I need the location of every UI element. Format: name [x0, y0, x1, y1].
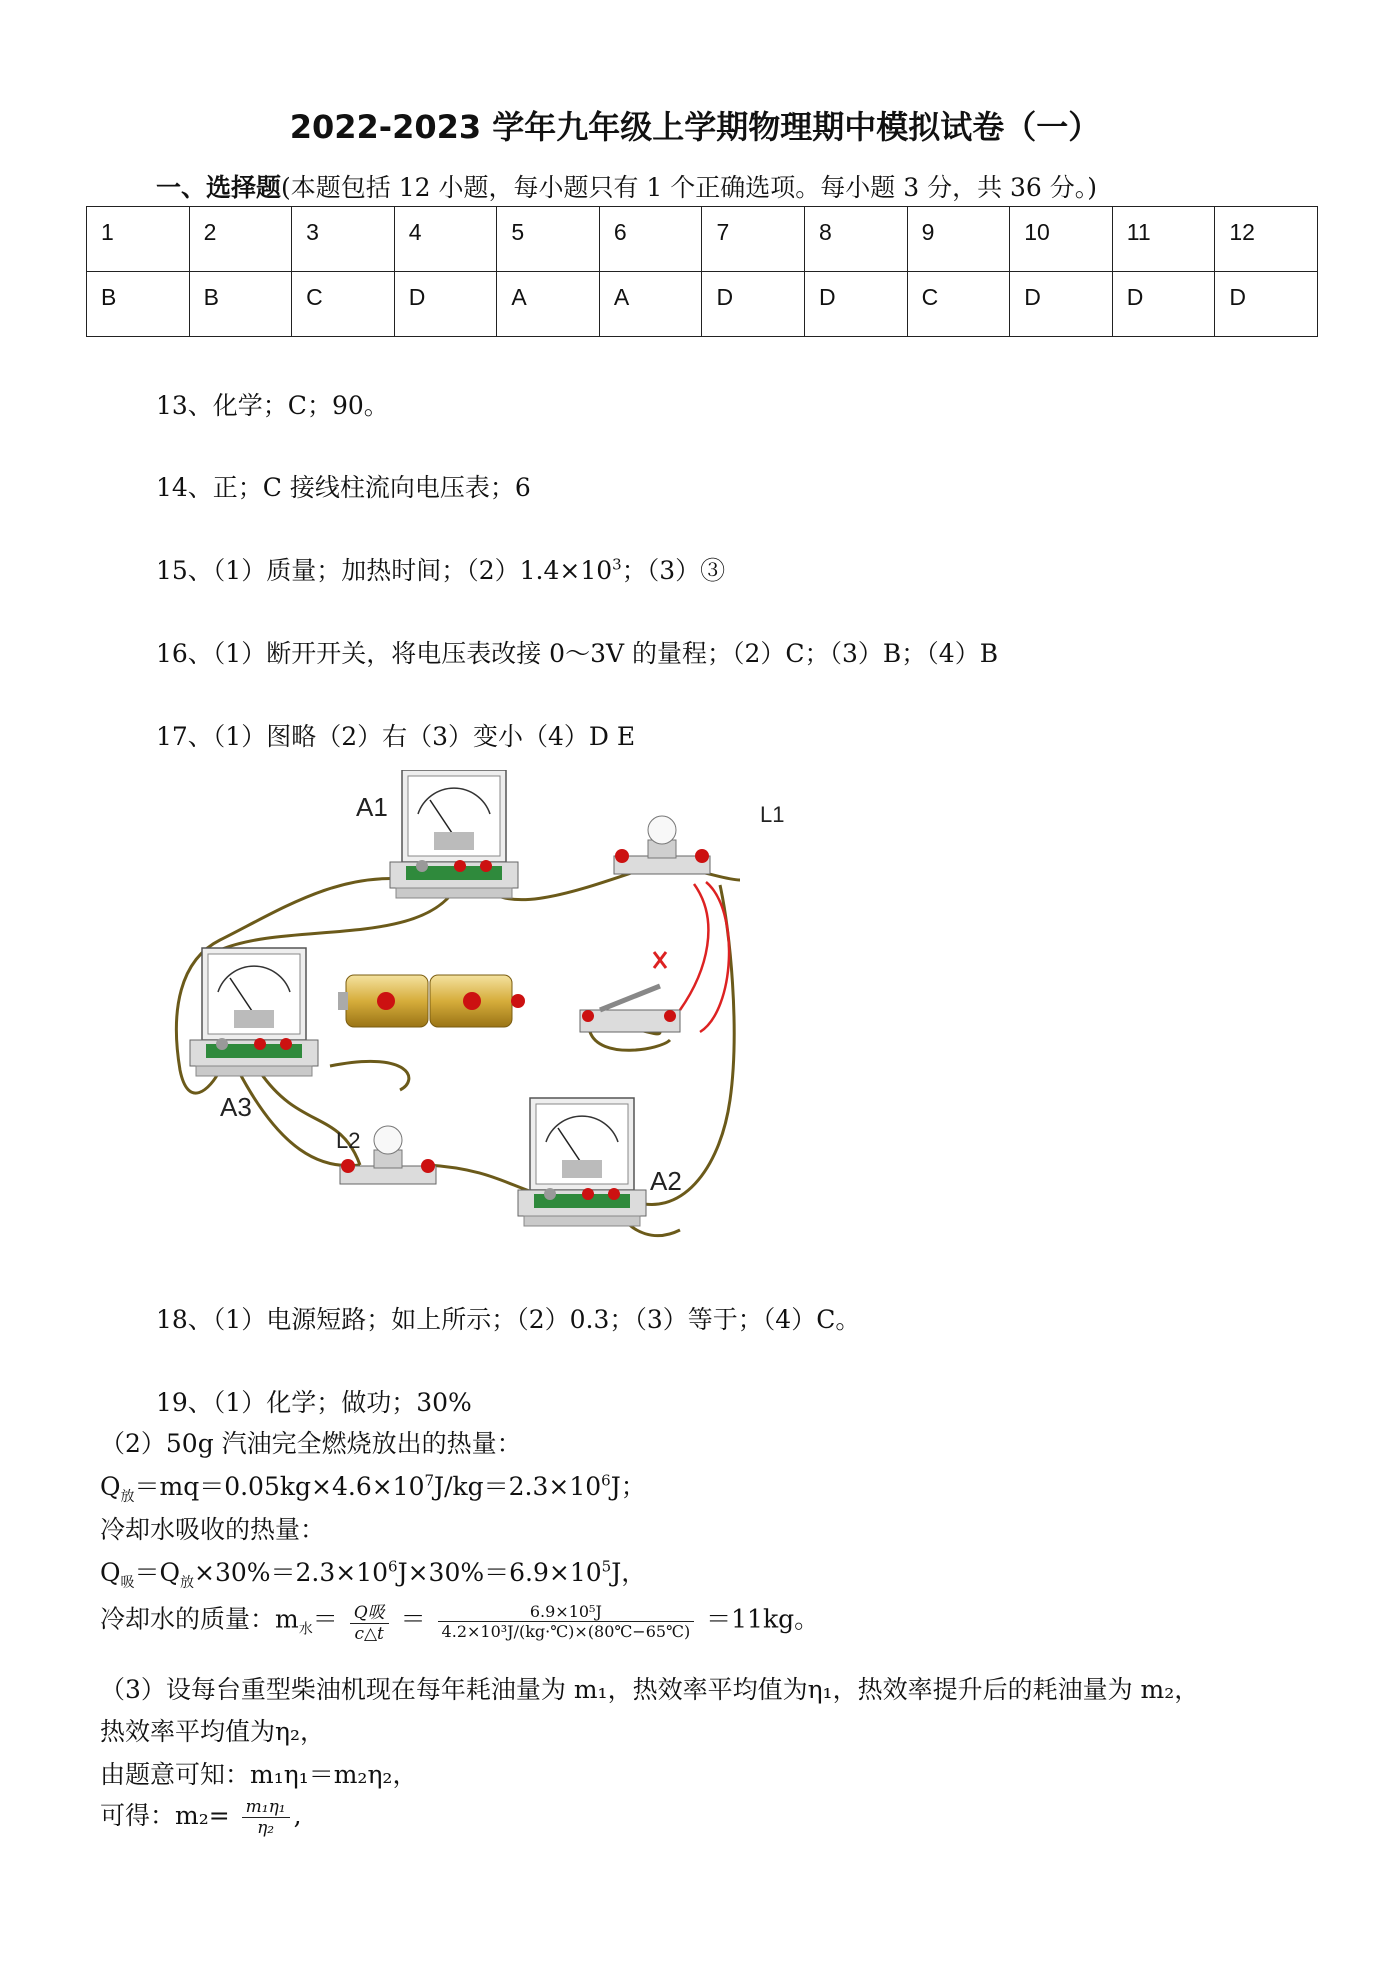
answer-cell: A: [497, 272, 600, 337]
answer-19-part2: （2）50g 汽油完全燃烧放出的热量：: [100, 1429, 522, 1458]
label-l2: L2: [336, 1128, 361, 1153]
answer-13: 13、化学；C；90。: [156, 391, 389, 420]
answer-cell: A: [599, 272, 702, 337]
question-number-cell: 1: [87, 207, 190, 272]
question-number-cell: 5: [497, 207, 600, 272]
question-number-cell: 9: [907, 207, 1010, 272]
answer-19-heat-absorbed: $Q_吸=Q_放\times 30\%=2.3\times 10^6J\times 30\%=6.9\times 10^5J$，: [100, 1557, 647, 1591]
question-number-cell: 10: [1010, 207, 1113, 272]
answer-19-water-mass: 冷却水的质量：$m_水=$ $\frac{\text{Q吸}}{c\triangle t}$ ＝ $\frac{\text{6.9×10⁵J}}{\text{4.2×10³J/(kg·℃)×(80℃−65℃)}}$ ＝11kg。: [100, 1598, 819, 1644]
answer-19-part3-line2: 热效率平均值为η₂，: [100, 1717, 326, 1746]
battery: [338, 975, 525, 1027]
question-number-cell: 8: [805, 207, 908, 272]
section-label: 一、选择题: [156, 173, 282, 202]
answer-cell: B: [189, 272, 292, 337]
ammeter-a1: [390, 770, 518, 898]
answer-table-answer-row: [87, 272, 1318, 337]
circuit-red-wires: [680, 882, 729, 1032]
answer-19-part1: 19、（1）化学；做功；30%: [156, 1388, 472, 1417]
ammeter-a3: [190, 948, 318, 1076]
circuit-diagram: [160, 770, 920, 1250]
question-number-cell: 3: [292, 207, 395, 272]
answer-19-part3-line4: 可得：m₂= $\frac{\text{m₁η₁}}{\text{η₂}}$ ,: [100, 1797, 302, 1838]
label-a1: A1: [356, 792, 388, 822]
question-number-cell: 7: [702, 207, 805, 272]
answer-cell: D: [1010, 272, 1113, 337]
answer-cell: D: [702, 272, 805, 337]
answer-cell: C: [907, 272, 1010, 337]
answer-cell: D: [805, 272, 908, 337]
bulb-l1: [614, 816, 710, 874]
answer-15: 15、（1）质量；加热时间；$(2)1.4\times 10^3$；（3）③: [156, 555, 726, 585]
answer-19-heat-released: $Q_放=mq=0.05kg\times 4.6\times 10^7J/kg=2.3\times 10^6J$；: [100, 1471, 646, 1505]
answer-table: [86, 206, 1318, 337]
section-note: (本题包括 12 小题，每小题只有 1 个正确选项。每小题 3 分，共 36 分。): [281, 173, 1098, 202]
page-title: 2022-2023 学年九年级上学期物理期中模拟试卷（一）: [289, 108, 1101, 146]
answer-14: 14、正；C 接线柱流向电压表；6: [156, 473, 531, 502]
answer-cell: D: [394, 272, 497, 337]
answer-cell: D: [1215, 272, 1318, 337]
answer-19-part3-line1: （3）设每台重型柴油机现在每年耗油量为 m₁，热效率平均值为η₁，热效率提升后的耗油量为 m₂，: [100, 1675, 1200, 1704]
question-number-cell: 12: [1215, 207, 1318, 272]
answer-17: 17、（1）图略（2）右（3）变小（4）D E: [156, 722, 636, 751]
fraction-water-mass: $\frac{\text{6.9×10⁵J}}{\text{4.2×10³J/(kg·℃)×(80℃−65℃)}}$: [438, 1602, 695, 1641]
question-number-cell: 4: [394, 207, 497, 272]
label-a2: A2: [650, 1166, 682, 1196]
answer-cell: C: [292, 272, 395, 337]
answer-19-heat-absorbed-label: 冷却水吸收的热量：: [100, 1515, 326, 1544]
question-number-cell: 2: [189, 207, 292, 272]
question-number-cell: 6: [599, 207, 702, 272]
fraction-m2: $\frac{\text{m₁η₁}}{\text{η₂}}$: [242, 1797, 290, 1838]
label-a3: A3: [220, 1092, 252, 1122]
answer-19-part3-line3: 由题意可知：m₁η₁＝m₂η₂，: [100, 1760, 418, 1789]
answer-cell: B: [87, 272, 190, 337]
answer-16: 16、（1）断开开关，将电压表改接 0～3V 的量程；（2）C；（3）B；（4）B: [156, 639, 999, 668]
answer-18: 18、（1）电源短路；如上所示；（2）0.3；（3）等于；（4）C。: [156, 1305, 861, 1334]
section-heading: [156, 168, 1097, 204]
answer-cell: D: [1112, 272, 1215, 337]
switch: [580, 986, 680, 1032]
question-number-cell: 11: [1112, 207, 1215, 272]
fraction-q-over-ct: $\frac{\text{Q吸}}{c\triangle t}$: [350, 1598, 389, 1644]
answer-table-number-row: [87, 207, 1318, 272]
cross-mark: [654, 952, 666, 968]
label-l1: L1: [760, 802, 785, 827]
ammeter-a2: [518, 1098, 646, 1226]
